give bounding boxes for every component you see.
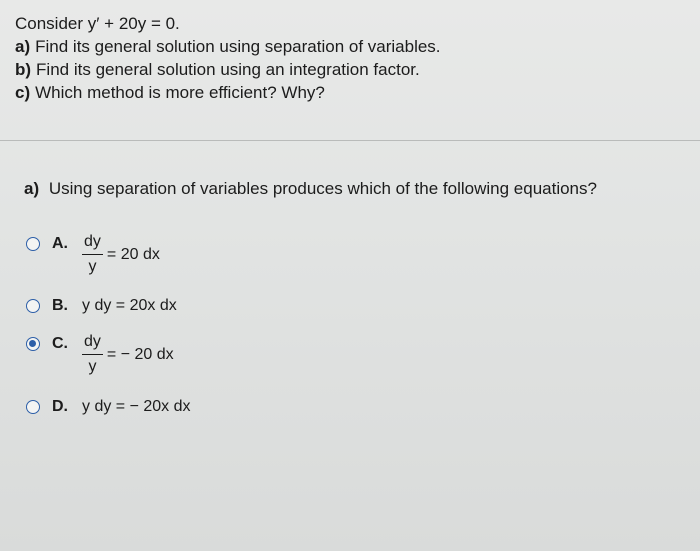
- problem-statement: [15, 12, 441, 104]
- option-d-equation: y dy = − 20x dx: [82, 398, 191, 415]
- equation-rhs: = − 20 dx: [106, 345, 174, 363]
- part-text: Find its general solution using separation of variables.: [35, 37, 441, 56]
- part-label: c): [15, 83, 31, 102]
- option-letter: C.: [52, 335, 68, 352]
- numerator: dy: [84, 333, 101, 350]
- option-b[interactable]: [26, 295, 177, 317]
- problem-part-b: [15, 58, 441, 81]
- question-label: a): [24, 179, 40, 198]
- option-b-radio[interactable]: [26, 299, 40, 313]
- option-d[interactable]: [26, 396, 191, 418]
- option-c-equation: [82, 333, 174, 376]
- option-letter: A.: [52, 235, 68, 252]
- problem-part-a: [15, 35, 441, 58]
- section-divider: [0, 140, 700, 141]
- option-c-radio[interactable]: [26, 337, 40, 351]
- option-a-equation: [82, 233, 160, 276]
- problem-intro: Consider y′ + 20y = 0.: [15, 14, 180, 33]
- part-label: a): [15, 37, 31, 56]
- option-letter: B.: [52, 297, 68, 314]
- equation-rhs: = 20 dx: [106, 245, 160, 263]
- denominator: y: [88, 258, 97, 275]
- option-c[interactable]: [26, 333, 174, 376]
- part-text: Find its general solution using an integration factor.: [36, 60, 420, 79]
- question-text: Using separation of variables produces which of the following equations?: [48, 179, 597, 198]
- question-prompt: [24, 178, 597, 200]
- numerator: dy: [84, 233, 101, 250]
- fraction: [82, 233, 103, 276]
- fraction: [82, 333, 103, 376]
- option-a-radio[interactable]: [26, 237, 40, 251]
- option-letter: D.: [52, 398, 68, 415]
- option-b-equation: y dy = 20x dx: [82, 297, 177, 314]
- denominator: y: [88, 358, 97, 375]
- option-a[interactable]: [26, 233, 160, 276]
- fraction-bar: [82, 254, 103, 255]
- part-label: b): [15, 60, 32, 79]
- fraction-bar: [82, 354, 103, 355]
- option-d-radio[interactable]: [26, 400, 40, 414]
- problem-part-c: [15, 81, 441, 104]
- part-text: Which method is more efficient? Why?: [35, 83, 325, 102]
